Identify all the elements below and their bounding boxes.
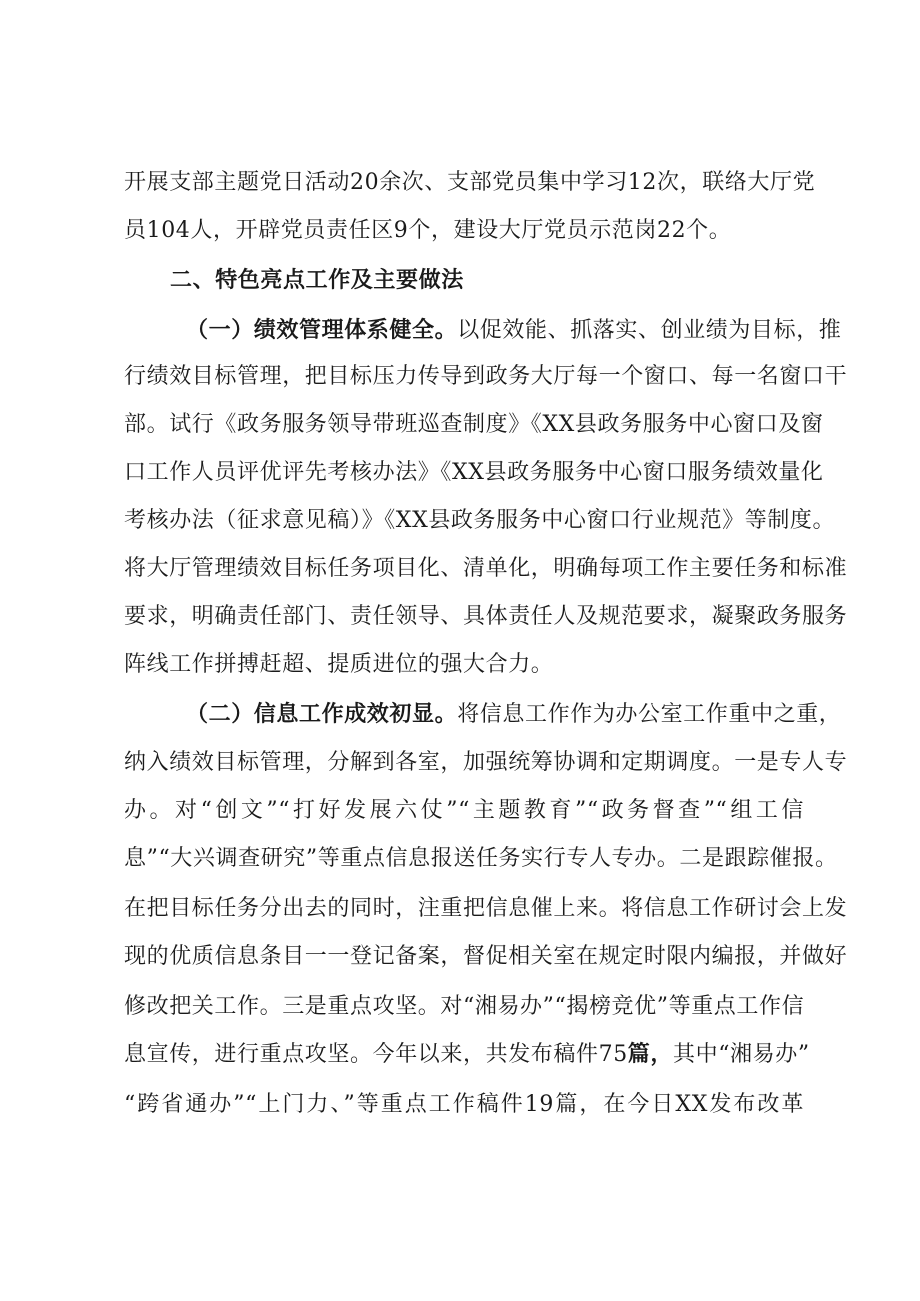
body-text: 以促效能、抓落实、创业绩为目标，推 — [457, 318, 842, 343]
subsection-heading: （二）信息工作成效初显。 — [186, 702, 458, 727]
body-line: 部。试行《政务服务领导带班巡查制度》《XX县政务服务中心窗口及窗 — [124, 412, 824, 437]
paragraph-first-line — [186, 316, 842, 346]
section-heading: 二、特色亮点工作及主要做法 — [170, 268, 464, 293]
body-line: 考核办法（征求意见稿）》《XX县政务服务中心窗口行业规范》等制度。 — [124, 508, 836, 533]
body-line: 阵线工作拼搏赶超、提质进位的强大合力。 — [124, 652, 554, 677]
body-line: 要求，明确责任部门、责任领导、具体责任人及规范要求，凝聚政务服务 — [124, 604, 848, 629]
body-line: 员104人，开辟党员责任区9个，建设大厅党员示范岗22个。 — [124, 218, 732, 243]
subsection-heading: （一）绩效管理体系健全。 — [186, 318, 458, 343]
body-line — [124, 1040, 810, 1070]
body-line: 在把目标任务分出去的同时，注重把信息催上来。将信息工作研讨会上发 — [124, 896, 848, 921]
body-line: 息”“大兴调查研究”等重点信息报送任务实行专人专办。二是跟踪催报。 — [124, 846, 838, 871]
body-line: 将大厅管理绩效目标任务项目化、清单化，明确每项工作主要任务和标准 — [124, 556, 848, 581]
body-line: 办。对“创文”“打好发展六仗”“主题教育”“政务督查”“组工信 — [124, 798, 804, 823]
body-line: 开展支部主题党日活动20余次、支部党员集中学习12次，联络大厅党 — [124, 170, 816, 195]
body-line: 现的优质信息条目一一登记备案，督促相关室在规定时限内编报，并做好 — [124, 944, 848, 969]
body-line: 修改把关工作。三是重点攻坚。对“湘易办”“揭榜竞优”等重点工作信 — [124, 994, 805, 1019]
paragraph-first-line — [186, 700, 842, 730]
body-line: “跨省通办”“上门力、”等重点工作稿件19篇，在今日XX发布改革 — [124, 1092, 804, 1117]
body-line: 行绩效目标管理，把目标压力传导到政务大厅每一个窗口、每一名窗口干 — [124, 364, 848, 389]
body-line: 纳入绩效目标管理，分解到各室，加强统筹协调和定期调度。一是专人专 — [124, 750, 848, 775]
bold-text: 篇， — [627, 1042, 673, 1067]
body-text: 将信息工作作为办公室工作重中之重， — [457, 702, 842, 727]
body-text: 息宣传，进行重点攻坚。今年以来，共发布稿件75 — [124, 1042, 628, 1067]
body-line: 口工作人员评优评先考核办法》《XX县政务服务中心窗口服务绩效量化 — [124, 460, 824, 485]
body-text: 其中“湘易办” — [673, 1042, 810, 1067]
